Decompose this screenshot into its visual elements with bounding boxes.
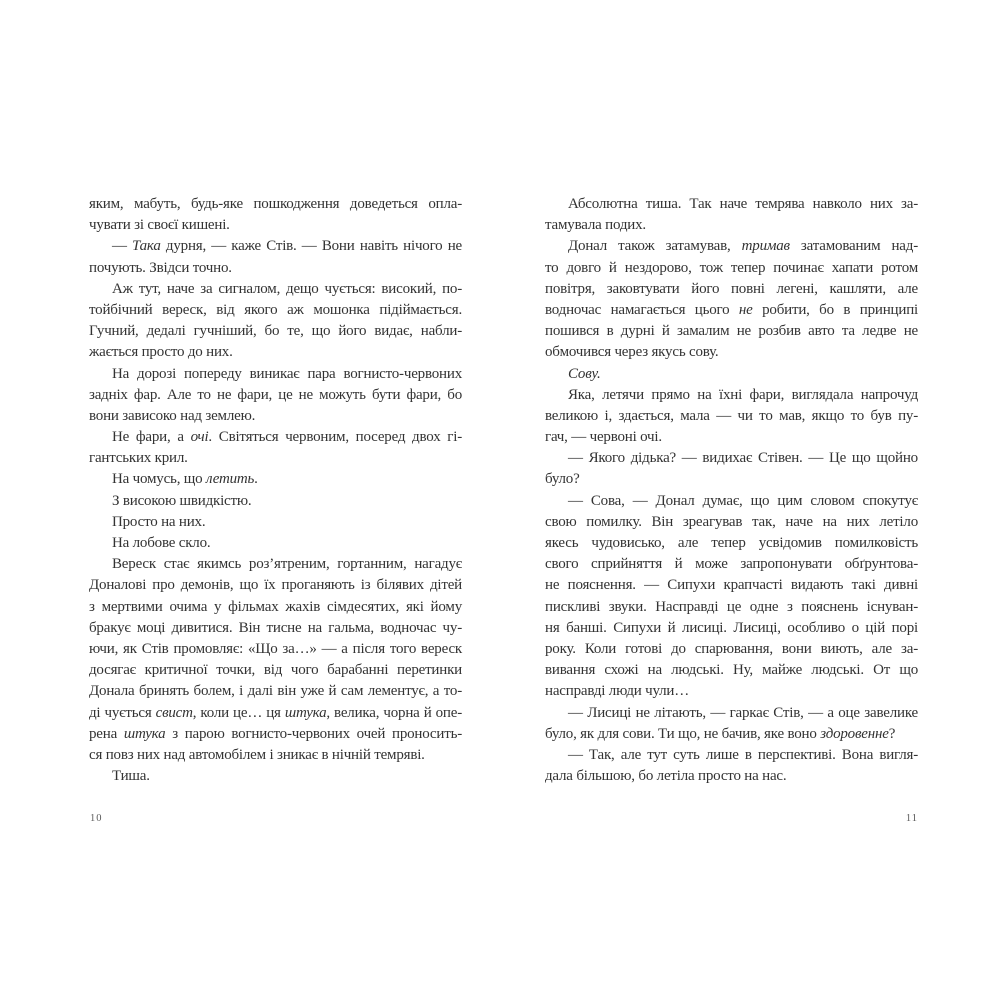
text-line — [545, 766, 918, 787]
text-line — [545, 364, 918, 385]
text-segment: рена — [89, 725, 124, 742]
text-line — [89, 703, 462, 724]
text-line — [89, 724, 462, 745]
text-line-content — [89, 641, 462, 657]
text-line-content — [89, 387, 462, 403]
text-line — [89, 321, 462, 342]
text-line-content — [89, 726, 462, 742]
text-segment: — — [112, 238, 133, 255]
text-line — [89, 681, 462, 702]
text-line — [89, 491, 462, 512]
text-line-content — [112, 429, 462, 445]
text-segment: задніх фар. Але то не фари, це не можуть бути фари, бо — [89, 386, 462, 403]
text-segment: . Світяться червоним, посеред двох гі- — [208, 429, 463, 446]
text-line-content — [545, 323, 918, 339]
text-segment: — Так, але тут суть лише в перспективі. Вона вигля- — [568, 746, 918, 763]
text-line-content — [545, 260, 918, 276]
text-line — [89, 554, 462, 575]
italic-text-segment: штука — [123, 725, 166, 742]
text-segment: , велика, чорна й опе- — [326, 704, 462, 721]
text-segment: пискливі звуки. Насправді це одне з пояснень існуван- — [545, 598, 918, 615]
text-line-content — [545, 217, 646, 233]
text-segment: — Якого дідька? — видихає Стівен. — Це що щойно — [568, 450, 918, 467]
text-line — [545, 724, 918, 745]
paragraph — [89, 512, 462, 533]
text-line — [89, 533, 462, 554]
text-line-content — [89, 747, 425, 763]
text-line-content — [545, 556, 918, 572]
text-line-content — [568, 387, 918, 403]
text-segment: — Сова, — Донал думає, що цим словом спокутує — [568, 492, 918, 509]
italic-text-segment: здоровенне — [820, 725, 889, 742]
paragraph — [545, 385, 918, 449]
italic-text-segment: штука — [284, 704, 327, 721]
text-line — [545, 575, 918, 596]
text-segment: не пояснення. — Сипухи крапчасті видають такі дивні — [545, 577, 918, 594]
text-line-content — [89, 599, 462, 615]
text-line — [89, 236, 462, 257]
paragraph — [89, 469, 462, 490]
text-line-content — [545, 535, 918, 551]
text-segment: з мертвими очима у фільмах жахів сімдесятих, які йому — [89, 598, 462, 615]
text-segment: року. Коли готові до спарювання, вони виють, але за- — [545, 640, 918, 657]
text-line-content — [568, 450, 918, 466]
paragraph — [545, 491, 918, 703]
text-line — [89, 194, 462, 215]
page-number-left: 10 — [90, 813, 103, 824]
text-segment: Аж тут, наче за сигналом, дещо чується: високий, по- — [112, 280, 462, 297]
italic-text-segment: не — [738, 301, 753, 318]
text-line-content — [112, 556, 462, 572]
text-line — [545, 342, 918, 363]
paragraph — [545, 448, 918, 490]
text-line — [545, 215, 918, 236]
text-line — [545, 533, 918, 554]
text-segment: Просто на них. — [112, 513, 206, 530]
text-line-content — [545, 726, 895, 742]
text-line — [545, 258, 918, 279]
text-segment: затамованим над- — [789, 238, 918, 255]
text-line — [545, 703, 918, 724]
text-line-content — [568, 196, 918, 212]
paragraph — [89, 491, 462, 512]
italic-text-segment: очі — [190, 429, 209, 446]
text-line-content — [545, 471, 580, 487]
text-line — [89, 597, 462, 618]
text-line — [89, 258, 462, 279]
text-line-content — [545, 641, 918, 657]
text-line-content — [545, 683, 689, 699]
text-segment: ня банші. Сипухи й лисиці. Лисиці, особливо о цій порі — [545, 619, 918, 636]
text-segment: дала більшою, бо летіла просто на нас. — [545, 768, 787, 785]
text-line — [545, 660, 918, 681]
text-line-content — [112, 493, 251, 509]
text-line-content — [568, 493, 918, 509]
text-segment: На дорозі попереду виникає пара вогнисто-червоних — [112, 365, 462, 382]
text-line-content — [545, 577, 918, 593]
text-line-content — [545, 429, 662, 445]
text-line — [545, 279, 918, 300]
text-line-content — [545, 599, 918, 615]
text-line — [89, 427, 462, 448]
text-segment: вивання схожі на людські. Ну, майже людські. От що — [545, 662, 918, 679]
text-line-content — [112, 768, 150, 784]
text-segment: якесь чудовисько, але тепер усвідомив помилковість — [545, 535, 918, 551]
text-segment: з парою вогнисто-червоних очей проносить- — [165, 725, 463, 742]
text-line — [545, 512, 918, 533]
text-segment: досягає критичної точки, від чого барабанні перетинки — [89, 662, 462, 679]
text-line — [89, 660, 462, 681]
text-line — [545, 406, 918, 427]
text-line — [545, 427, 918, 448]
text-segment: дурня, — каже Стів. — Вони навіть нічого не — [160, 238, 462, 255]
text-line-content — [568, 238, 918, 254]
text-line-content — [545, 302, 918, 318]
text-line — [89, 279, 462, 300]
text-line-content — [112, 471, 258, 487]
text-segment: вони зависоко над землею. — [89, 407, 256, 424]
text-segment: На чомусь, що — [112, 471, 206, 488]
paragraph — [89, 279, 462, 364]
text-line — [545, 639, 918, 660]
text-segment: На лобове скло. — [112, 535, 211, 551]
text-segment: — Лисиці не літають, — гаркає Стів, — а оце завелике — [568, 704, 918, 721]
text-line — [89, 385, 462, 406]
paragraph — [89, 236, 462, 278]
text-segment: повітря, заковтувати його повні легені, кашляти, але — [545, 280, 918, 297]
text-segment: насправді люди чули… — [545, 683, 690, 700]
text-segment: почують. Звідси точно. — [89, 259, 232, 276]
text-segment: пошився в дурні й замалим не розбив авто та ледве не — [545, 323, 918, 340]
text-line — [89, 300, 462, 321]
text-line-content — [89, 323, 462, 339]
text-segment: Не фари, а — [112, 429, 191, 446]
text-line-content — [568, 705, 918, 721]
text-line-content — [89, 196, 462, 212]
italic-text-segment: Така — [132, 238, 161, 255]
paragraph — [89, 194, 462, 236]
text-segment: чувати зі своєї кишені. — [89, 217, 230, 234]
text-segment: ючи, як Стів промовляє: «Що за…» — а після того вереск — [89, 640, 462, 657]
text-segment: водночас намагається цього — [545, 301, 739, 318]
text-line — [89, 469, 462, 490]
text-line-content — [89, 408, 255, 424]
text-segment: . — [254, 471, 258, 488]
text-segment: Абсолютна тиша. Так наче темрява навколо них за- — [568, 196, 918, 212]
text-line — [545, 321, 918, 342]
text-segment: Вереск стає якимсь роз’ятреним, гортанним, нагадує — [112, 556, 462, 573]
text-segment: робити, бо в принципі — [752, 301, 919, 318]
text-segment: свою помилку. Він зреагував так, наче на них летіло — [545, 513, 918, 530]
text-line — [545, 448, 918, 469]
text-segment: Донала бринять болем, і далі він уже й сам лементує, а то- — [89, 683, 462, 700]
text-line-content — [112, 366, 462, 382]
page-number-right: 11 — [905, 813, 918, 824]
italic-text-segment: летить — [206, 471, 255, 488]
text-segment: бракує моці дивитися. Він тисне на гальма, водночас чу- — [89, 619, 462, 636]
text-line — [89, 448, 462, 469]
text-segment: великою і, здається, мала — чи то мав, якщо то був пу- — [545, 407, 918, 424]
text-line-content — [112, 238, 462, 254]
text-line — [545, 194, 918, 215]
text-line-content — [545, 344, 718, 360]
text-segment: гантських крил. — [89, 450, 188, 467]
page-left-text-block — [89, 194, 462, 787]
text-segment: гач, — червоні очі. — [545, 429, 662, 446]
text-line — [545, 597, 918, 618]
paragraph — [545, 703, 918, 745]
text-line-content — [112, 514, 205, 530]
text-segment: , коли це… ця — [192, 704, 285, 721]
text-line — [545, 618, 918, 639]
text-segment: то довго й нездорово, тож тепер починає хапати ротом — [545, 259, 918, 276]
text-line-content — [89, 705, 462, 721]
text-line-content — [89, 217, 230, 233]
text-line-content — [545, 662, 918, 678]
text-line-content — [545, 408, 918, 424]
text-line — [89, 639, 462, 660]
text-line — [545, 300, 918, 321]
text-segment: було? — [545, 471, 580, 488]
text-segment: ді чується — [89, 704, 156, 721]
text-segment: тамувала подих. — [545, 217, 646, 234]
text-line-content — [545, 768, 786, 784]
paragraph — [545, 364, 918, 385]
text-line — [545, 236, 918, 257]
text-line — [89, 406, 462, 427]
text-line-content — [89, 260, 232, 276]
paragraph — [89, 766, 462, 787]
text-line-content — [89, 302, 462, 318]
paragraph — [89, 533, 462, 554]
text-line — [89, 766, 462, 787]
text-segment: Гучний, дедалі гучніший, бо те, що його видає, набли- — [89, 323, 462, 340]
text-line — [89, 745, 462, 766]
text-line-content — [89, 683, 462, 699]
text-line-content — [568, 747, 918, 763]
text-line-content — [545, 620, 918, 636]
italic-text-segment: Сову. — [568, 365, 601, 382]
paragraph — [89, 364, 462, 428]
text-line — [89, 364, 462, 385]
text-line-content — [89, 344, 233, 360]
italic-text-segment: тримав — [741, 238, 790, 255]
text-line-content — [545, 281, 918, 297]
text-segment: свого сприйняття й може запропонувати обґрунтова- — [545, 556, 918, 573]
italic-text-segment: свист — [155, 704, 193, 721]
text-line-content — [112, 281, 462, 297]
text-line-content — [89, 450, 188, 466]
text-line — [545, 385, 918, 406]
text-segment: було, як для сови. Ти що, не бачив, яке воно — [545, 725, 821, 742]
text-segment: Тиша. — [112, 768, 150, 785]
paragraph — [545, 745, 918, 787]
text-line — [89, 618, 462, 639]
text-segment: обмочився через якусь сову. — [545, 344, 719, 361]
text-line — [545, 681, 918, 702]
text-line-content — [89, 577, 462, 593]
text-segment: З високою швидкістю. — [112, 492, 252, 509]
text-segment: Донал також затамував, — [568, 238, 742, 255]
page-right-text-block — [545, 194, 918, 787]
text-segment: Доналові про демонів, що їх проганяють із білявих дітей — [89, 577, 462, 594]
paragraph — [545, 194, 918, 236]
text-segment: ? — [888, 725, 896, 742]
text-line-content — [568, 366, 601, 382]
text-line-content — [112, 535, 210, 551]
paragraph — [545, 236, 918, 363]
text-line — [545, 469, 918, 490]
text-line — [89, 512, 462, 533]
text-segment: жається просто до них. — [89, 344, 233, 361]
text-line — [545, 745, 918, 766]
text-line — [89, 342, 462, 363]
text-segment: Яка, летячи прямо на їхні фари, виглядала напрочуд — [568, 386, 918, 403]
text-line-content — [89, 662, 462, 678]
text-line — [89, 215, 462, 236]
text-segment: тойбічний вереск, від якого аж мошонка підіймається. — [89, 301, 462, 318]
text-line — [89, 575, 462, 596]
paragraph — [89, 554, 462, 766]
text-line — [545, 554, 918, 575]
text-segment: ся повз них над автомобілем і зникає в нічній темряві. — [89, 746, 425, 763]
text-line-content — [545, 514, 918, 530]
text-line-content — [89, 620, 462, 636]
paragraph — [89, 427, 462, 469]
text-line — [545, 491, 918, 512]
text-segment: яким, мабуть, будь-яке пошкодження доведеться опла- — [89, 196, 462, 212]
